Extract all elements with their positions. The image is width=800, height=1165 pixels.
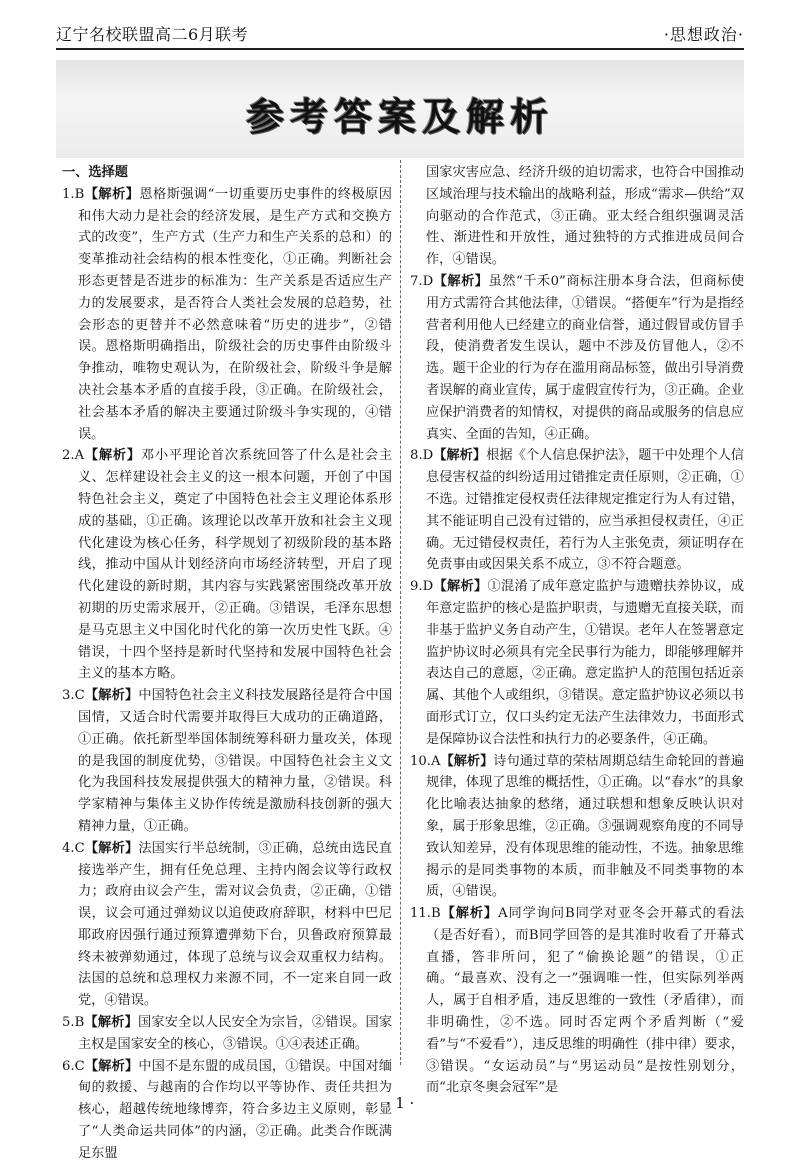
left-answer-list <box>62 184 392 1165</box>
answer-item <box>410 903 744 1099</box>
answer-item <box>410 445 744 576</box>
header-subject: ·思想政治· <box>663 25 744 44</box>
left-column <box>62 162 392 1165</box>
answer-number: 4.C <box>62 840 85 856</box>
answer-text: 法国实行半总统制，③正确，总统由选民直接选举产生，拥有任免总理、主持内阁会议等行政权力；政府由议会产生，需对议会负责，②正确，①错误，议会可通过弹劾议以追使政府辞职，材料中巴尼耶政府因强行通过预算遭弹劾下台，贝鲁政府预算最终未被弹劾通过，体现了总统与议会双重权力结构。法国的总统和总理权力来源不同，不一定来自同一政党，④错误。 <box>78 840 393 1009</box>
page-number: · 1 · <box>385 1094 415 1112</box>
answer-item <box>62 685 392 838</box>
analysis-tag: 【解析】 <box>433 273 489 289</box>
answer-text: A同学询问B同学对亚冬会开幕式的看法（是否好看），而B同学回答的是其准时收看了开幕式直播，答非所问，犯了“偷换论题”的错误，①正确。“最喜欢、没有之一”强调唯一性，但实际列举两人，属于自相矛盾，违反思维的一致性（矛盾律），而非明确性，②不选。同时否定两个矛盾判断（“爱看”与“不爱看”），违反思维的明确性（排中律）要求，③错误。“女运动员”与“男运动员”是按性别划分，而“北京冬奥会冠军”是 <box>426 906 745 1096</box>
analysis-tag: 【解析】 <box>440 753 494 769</box>
analysis-tag: 【解析】 <box>84 186 140 202</box>
answer-item <box>410 576 744 750</box>
answer-text: 恩格斯强调“一切重要历史事件的终极原因和伟大动力是社会的经济发展，是生产方式和交换方式的改变”，生产方式（生产力和生产关系的总和）的变革推动社会结构的根本性变化，①正确。判断社会形态更替是否进步的标准为：生产关系是否适应生产力的发展要求，是否符合人类社会发展的总趋势，社会形态的更替并不必然意味着“历史的进步”，②错误。恩格斯明确指出，阶级社会的历史事件由阶级斗争推动，唯物史观认为，在阶级社会，阶级斗争是解决社会基本矛盾的直接手段，③正确。在阶级社会，社会基本矛盾的解决主要通过阶级斗争实现的，④错误。 <box>78 186 392 442</box>
page-title: 参考答案及解析 <box>245 95 554 139</box>
analysis-tag: 【解析】 <box>84 840 139 856</box>
answer-number: 2.A <box>62 448 85 464</box>
answer-number: 3.C <box>62 688 85 704</box>
analysis-tag: 【解析】 <box>440 906 499 922</box>
answer-text: 中国不是东盟的成员国，①错误。中国对缅甸的救援、与越南的合作均以平等协作、责任共担为核心，超越传统地缘博弈，符合多边主义原则，彰显了“人类命运共同体”的内涵，②正确。此类合作既满足东盟 <box>78 1058 393 1161</box>
answer-number: 10.A <box>410 753 441 769</box>
answer-text: 诗句通过草的荣枯周期总结生命轮回的普遍规律，体现了思维的概括性，①正确。以“春水”的具象化比喻表达抽象的愁绪，通过联想和想象反映认识对象，属于形象思维，②正确。③强调观察角度的不同导致认知差异，没有体现思维的能动性，不选。抽象思维揭示的是同类事物的本质，而非触及不同类事物的本质，④错误。 <box>426 753 745 900</box>
analysis-tag: 【解析】 <box>84 448 141 464</box>
analysis-tag: 【解析】 <box>84 1015 138 1031</box>
answer-number: 11.B <box>410 906 441 922</box>
answer-text: 国家安全以人民安全为宗旨，②错误。国家主权是国家安全的核心，③错误。①④表述正确。 <box>78 1015 393 1052</box>
answer-number: 7.D <box>410 273 434 289</box>
right-column <box>410 162 744 1099</box>
analysis-tag: 【解析】 <box>433 448 487 464</box>
answer-number: 5.B <box>62 1015 85 1031</box>
column-divider <box>400 160 401 1065</box>
page-header <box>56 14 744 50</box>
answer-text: ①混淆了成年意定监护与遗赠扶养协议，成年意定监护的核心是监护职责，与遗赠无直接关联，而非基于监护义务自动产生，①错误。老年人在签署意定监护协议时必须具有完全民事行为能力，即能够理解并表达自己的意愿，②正确。意定监护人的范围包括近亲属、其他个人或组织，③错误。意定监护协议必须以书面形式订立，仅口头约定无法产生法律效力，书面形式是保障协议合法性和执行力的必要条件，④正确。 <box>426 579 745 747</box>
answer-text: 虽然“千禾0”商标注册本身合法，但商标使用方式需符合其他法律，①错误。“搭便车”行为是指经营者利用他人已经建立的商业信誉，通过假冒或仿冒手段，使消费者发生误认，题中不涉及仿冒他人，②不选。题干企业的行为存在滥用商品标签，做出引导消费者误解的商业宣传，属于虚假宣传行为，③正确。企业应保护消费者的知情权，对提供的商品或服务的信息应真实、全面的告知，④正确。 <box>426 273 745 442</box>
title-banner <box>56 60 744 158</box>
answer-item <box>410 751 744 904</box>
answer-text: 邓小平理论首次系统回答了什么是社会主义、怎样建设社会主义的这一根本问题，开创了中国特色社会主义，奠定了中国特色社会主义理论体系形成的基础，①正确。该理论以改革开放和社会主义现代化建设为核心任务，科学规划了初级阶段的基本路线，推动中国从计划经济向市场经济转型，开启了现代化建设的新时期，其内容与实践紧密围绕改革开放初期的历史需求展开，②正确。③错误，毛泽东思想是马克思主义中国化时代化的第一次历史性飞跃。④错误，十四个坚持是新时代坚持和发展中国特色社会主义的基本方略。 <box>78 448 393 682</box>
right-answer-list <box>410 162 744 1099</box>
answer-item <box>62 184 392 446</box>
section-heading: 一、选择题 <box>62 165 128 180</box>
answer-item <box>410 162 744 271</box>
header-exam-name: 辽宁名校联盟高二6月联考 <box>56 25 249 44</box>
answer-number: 6.C <box>62 1058 85 1074</box>
analysis-tag: 【解析】 <box>433 579 488 595</box>
answer-number: 9.D <box>410 579 434 595</box>
answer-item <box>410 271 744 445</box>
answer-number: 8.D <box>410 448 434 464</box>
answer-number: 1.B <box>62 186 85 202</box>
answer-text: 国家灾害应急、经济升级的迫切需求，也符合中国推动区域治理与技术输出的战略利益，形成“需求—供给”双向驱动的合作范式，③正确。亚太经合组织强调灵活性、渐进性和开放性，通过独特的方式推进成员间合作，④错误。 <box>426 165 744 268</box>
answer-item <box>62 1012 392 1056</box>
answer-item <box>62 445 392 685</box>
answer-text: 中国特色社会主义科技发展路径是符合中国国情，又适合时代需要并取得巨大成功的正确道路，①正确。依托新型举国体制统筹科研力量攻关，体现的是我国的制度优势，③错误。中国特色社会主义文化为我国科技发展提供强大的精神力量，②错误。科学家精神与集体主义协作传统是激励科技创新的强大精神力量，①正确。 <box>78 688 393 834</box>
analysis-tag: 【解析】 <box>84 688 139 704</box>
analysis-tag: 【解析】 <box>84 1058 139 1074</box>
answer-item <box>62 838 392 1012</box>
answer-text: 根据《个人信息保护法》，题干中处理个人信息侵害权益的纠纷适用过错推定责任原则，②正确，①不选。过错推定侵权责任法律规定推定行为人有过错，其不能证明自己没有过错的，应当承担侵权责任，④正确。无过错侵权责任，若行为人主张免责，须证明存在免责事由或因果关系不成立，③不符合题意。 <box>426 448 744 573</box>
